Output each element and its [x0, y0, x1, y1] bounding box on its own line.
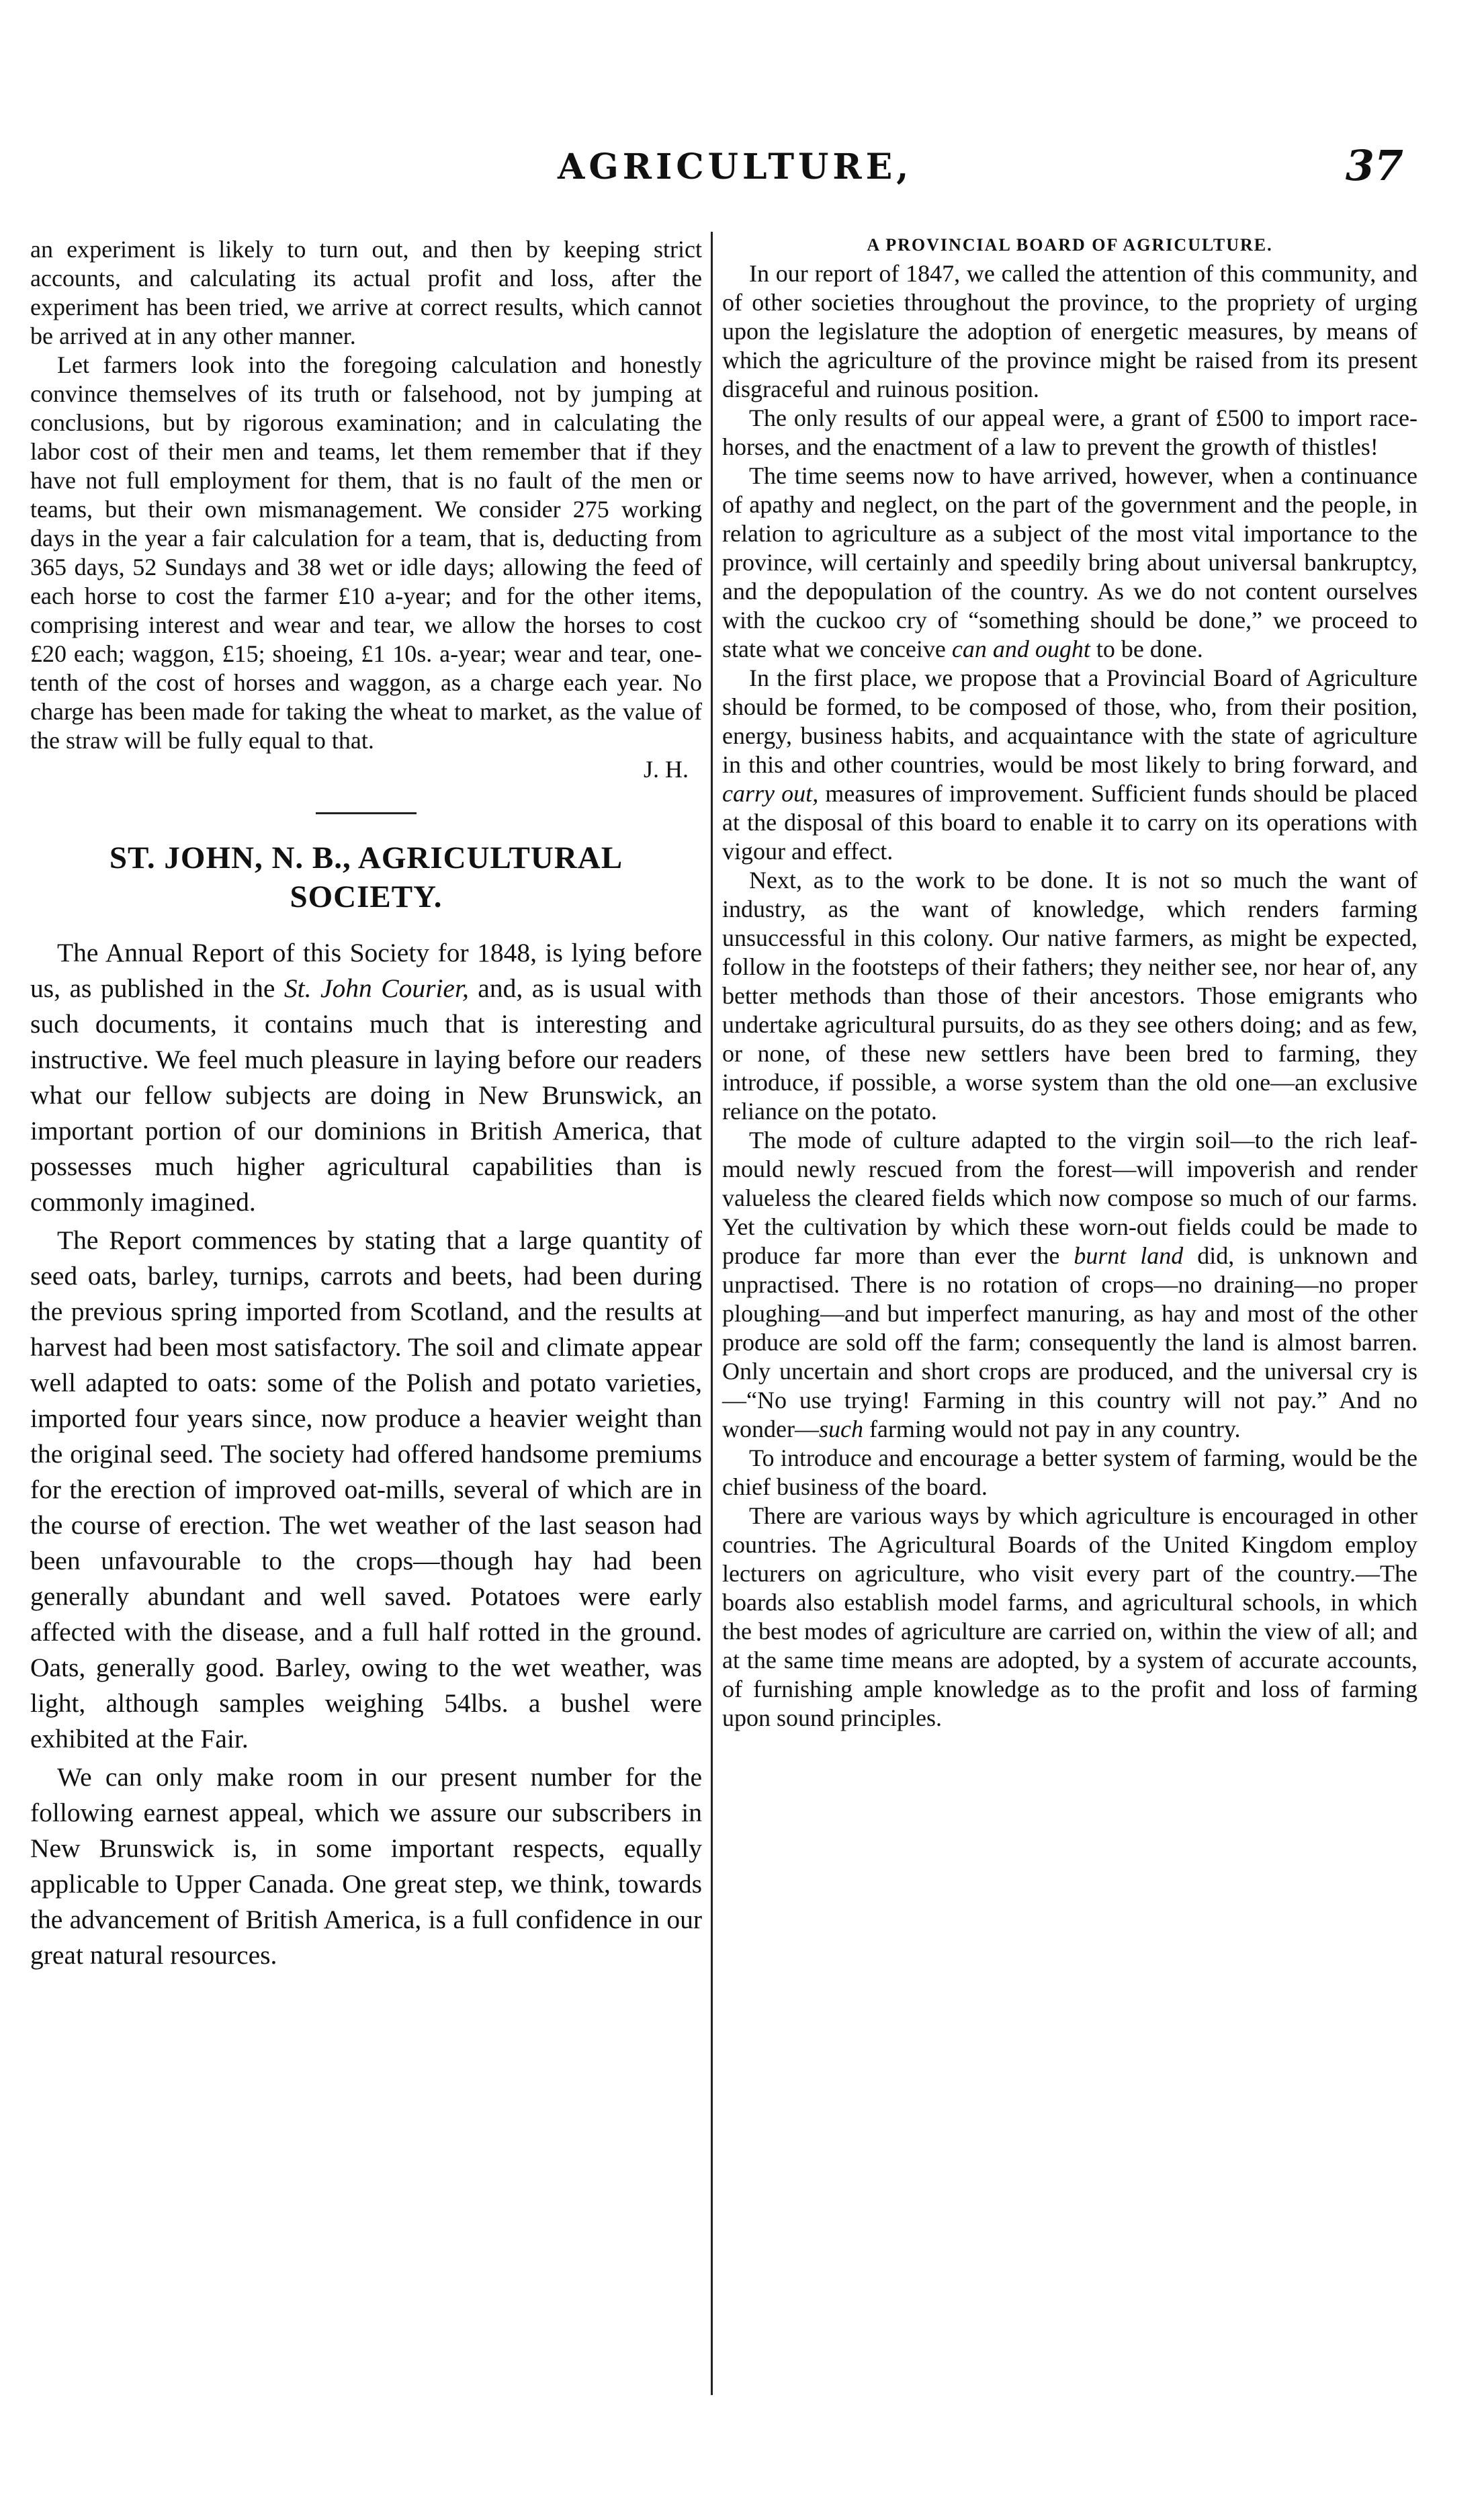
italic-run: burnt land	[1074, 1242, 1184, 1269]
text-run: to be done.	[1090, 636, 1203, 662]
author-signature: J. H.	[643, 756, 689, 783]
article-title: A PROVINCIAL BOARD OF AGRICULTURE.	[867, 235, 1273, 255]
text-run: The mode of culture adapted to the virgin soil—to the rich leaf-mould newly rescued from the forest—will impoverish and render valueless the cleared fields which now compose so much of our farms. Yet the cultivation by which these worn-out fields could be made to produce far more than ever the	[722, 1127, 1417, 1269]
italic-run: such	[818, 1416, 863, 1442]
section-divider	[316, 812, 417, 814]
page-number: 37	[1345, 141, 1403, 190]
paragraph: Next, as to the work to be done. It is not so much the want of industry, as the want of knowledge, which renders farming unsuccessful in this colony. Our native farmers, as might be expected, follow in the footsteps of their fathers; they neither see, nor hear of, any better methods than those of their ancestors. Those emigrants who undertake agricultural pursuits, do as they see others doing; and as few, or none, of these new settlers have been bred to farming, they introduce, if possible, a worse system than the old one—an exclusive reliance on the potato.	[722, 867, 1417, 1125]
text-run: In the first place, we propose that a Provincial Board of Agriculture should be formed, to be composed of those, who, from their position, energy, business habits, and acquaintance with the state of agriculture in this and other countries, would be most likely to bring forward, and	[722, 664, 1417, 778]
italic-run: carry out,	[722, 780, 819, 807]
paragraph: In our report of 1847, we called the attention of this community, and of other societies throughout the province, to the propriety of urging upon the legislature the adoption of energetic measures, by means of which the agriculture of the province might be raised from its present disgraceful and ruinous position.	[722, 260, 1417, 402]
paragraph	[722, 462, 1417, 664]
italic-run: St. John Courier,	[283, 973, 469, 1003]
paragraph	[722, 664, 1417, 866]
text-run: The time seems now to have arrived, however, when a continuance of apathy and neglect, on the part of the government and the people, in relation to agriculture as a subject of the most vital importance to the province, will certainly and speedily bring about universal bankruptcy, and the depopulation of the country. As we do not content ourselves with the cuckoo cry of “something should be done,” we proceed to state what we conceive	[722, 462, 1417, 662]
paragraph	[722, 1126, 1417, 1444]
page-header	[0, 134, 1484, 195]
running-title: AGRICULTURE,	[558, 146, 913, 187]
paragraph: Let farmers look into the foregoing calculation and honestly convince themselves of its truth or falsehood, not by jumping at conclusions, but by rigorous examination; and in calculating the labor cost of their men and teams, let them remember that if they have not full employment for them, that is no fault of the men or teams, but their own mismanagement. We consider 275 working days in the year a fair calculation for a team, that is, deducting from 365 days, 52 Sundays and 38 wet or idle days; allowing the feed of each horse to cost the farmer £10 a-year; and for the other items, comprising interest and wear and tear, we allow the horses to cost £20 each; waggon, £15; shoeing, £1 10s. a-year; wear and tear, one-tenth of the cost of horses and waggon, as a charge each year. No charge has been made for taking the wheat to market, as the value of the straw will be fully equal to that.	[30, 351, 702, 754]
text-run: and, as is usual with such documents, it contains much that is interesting and instructive. We feel much pleasure in laying before our readers what our fellow subjects are doing in New Brunswick, an important portion of our dominions in British America, that possesses much higher agricultural capabilities than is commonly imagined.	[30, 973, 702, 1217]
text-run: did, is unknown and unpractised. There is no rotation of crops—no draining—no proper ploughing—and but imperfect manuring, as hay and most of the other produce are sold off the farm; consequently the land is almost barren. Only uncertain and short crops are produced, and the universal cry is—“No use trying! Farming in this country will not pay.” And no wonder—	[722, 1242, 1417, 1442]
paragraph: The Report commences by stating that a large quantity of seed oats, barley, turnips, carrots and beets, had been during the previous spring imported from Scotland, and the results at harvest had been most satisfactory. The soil and climate appear well adapted to oats: some of the Polish and potato varieties, imported four years since, now produce a heavier weight than the original seed. The society had offered handsome premiums for the erection of improved oat-mills, several of which are in the course of erection. The wet weather of the last season had been unfavourable to the crops—though hay had been generally abundant and well saved. Potatoes were early affected with the disease, and a full half rotted in the ground. Oats, generally good. Barley, owing to the wet weather, was light, although samples weighing 54lbs. a bushel were exhibited at the Fair.	[30, 1225, 702, 1753]
paragraph: We can only make room in our present number for the following earnest appeal, which we assure our subscribers in New Brunswick is, in some important respects, equally applicable to Upper Canada. One great step, we think, towards the advancement of British America, is a full confidence in our great natural resources.	[30, 1762, 702, 1970]
right-column	[722, 235, 1417, 1733]
text-run: The Annual Report of this Society for 1848, is lying before us, as published in the	[30, 938, 702, 1003]
left-column	[30, 235, 702, 1976]
continued-paragraph: an experiment is likely to turn out, and then by keeping strict accounts, and calculating its actual profit and loss, after the experiment has been tried, we arrive at correct results, which cannot be arrived at in any other manner.	[30, 236, 702, 349]
paragraph	[30, 935, 702, 1220]
text-run: farming would not pay in any country.	[863, 1416, 1241, 1442]
italic-run: can and ought	[951, 636, 1090, 662]
column-divider	[711, 232, 713, 2395]
paragraph: To introduce and encourage a better system of farming, would be the chief business of the board.	[722, 1444, 1417, 1500]
section-title: ST. JOHN, N. B., AGRICULTURAL SOCIETY.	[109, 840, 623, 914]
paragraph: The only results of our appeal were, a grant of £500 to import race-horses, and the enactment of a law to prevent the growth of thistles!	[722, 404, 1417, 460]
paragraph: There are various ways by which agriculture is encouraged in other countries. The Agricultural Boards of the United Kingdom employ lecturers on agriculture, who visit every part of the country.—The boards also establish model farms, and agricultural schools, in which the best modes of agriculture are carried on, within the view of all; and at the same time means are adopted, by a system of accurate accounts, of furnishing ample knowledge as to the profit and loss of farming upon sound principles.	[722, 1502, 1417, 1731]
text-run: measures of improvement. Sufficient funds should be placed at the disposal of this board to enable it to carry on its operations with vigour and effect.	[722, 780, 1418, 865]
